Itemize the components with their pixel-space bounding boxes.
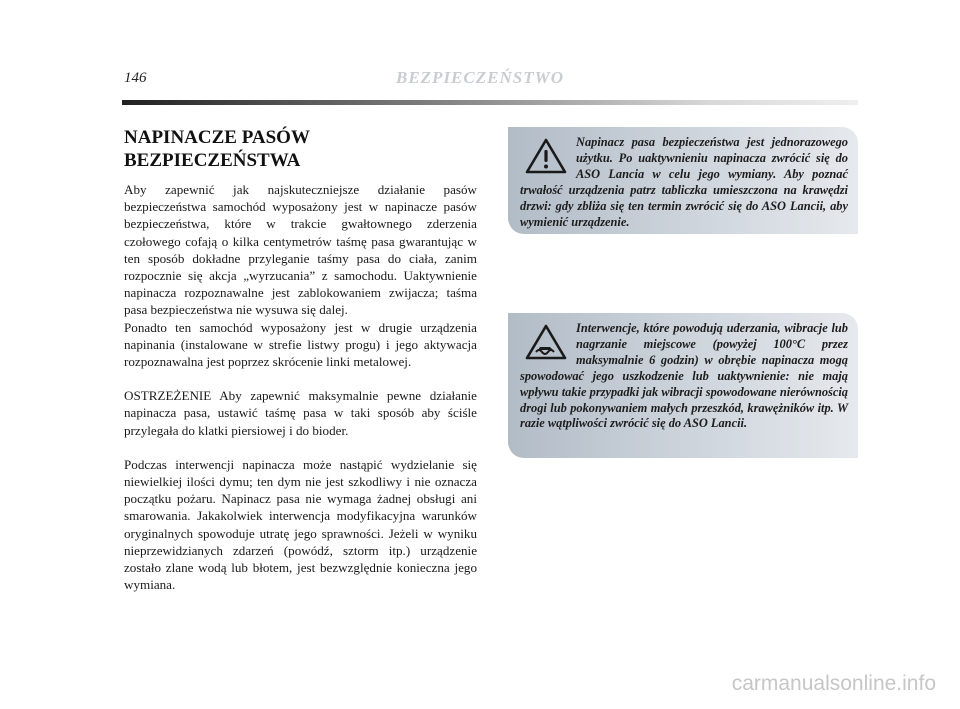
- main-column: [124, 126, 477, 610]
- warning-triangle-icon: [524, 137, 568, 175]
- watermark: carmanualsonline.info: [731, 672, 936, 695]
- warning-text-1: Napinacz pasa bezpieczeństwa jest jednorazowego użytku. Po uaktywnieniu napinacza zwrócić się do ASO Lancia w celu jego wymiany. Aby poznać trwałość urządzenia patrz tabliczka umieszczona na krawędzi drzwi: gdy zbliża się ten termin zwrócić się do ASO Lancii, aby wymienić urządzenie.: [520, 135, 848, 229]
- paragraph-2: Ponadto ten samochód wyposażony jest w drugie urządzenia napinania (instalowane w strefie listwy progu) i jego aktywacja rozpoznawalna jest poprzez skrócenie linki metalowej.: [124, 319, 477, 370]
- warning-box-2: [508, 313, 858, 458]
- paragraph-warning: OSTRZEŻENIE Aby zapewnić maksymalnie pewne działanie napinacza pasa, ustawić taśmę pasa w taki sposób aby ściśle przylegała do klatki piersiowej i do bioder.: [124, 388, 477, 438]
- warning-text-2: Interwencje, które powodują uderzania, wibracje lub nagrzanie miejscowe (powyżej 100°C przez maksymalnie 6 godzin) w obrębie napinacza mogą spowodować jego uszkodzenie lub uaktywnienie: nie mają wpływu takie przypadki jak wibracji spowodowane nierównością drogi lub pokonywaniem małych przeszkód, krawężników itp. W razie wątpliwości zwrócić się do ASO Lancii.: [520, 321, 848, 431]
- page-number: 146: [124, 70, 147, 86]
- section-title: BEZPIECZEŃSTWO: [396, 68, 564, 87]
- rough-road-warning-icon: [524, 323, 568, 361]
- page-heading: [124, 126, 477, 172]
- paragraph-1: Aby zapewnić jak najskuteczniejsze działanie pasów bezpieczeństwa samochód wyposażony jest w napinacze pasów bezpieczeństwa, które w trakcie gwałtownego zderzenia czołowego cofają o kilka centymetrów taśmę pasa gwarantując w ten sposób dokładne przyleganie taśmy pasa do ciała, zanim rozpocznie się akcja „wyrzucania” z samochodu. Uaktywnienie napinacza rozpoznawalne jest zablokowaniem zwijacza; taśma pasa bezpieczeństwa nie wysuwa się dalej.: [124, 182, 477, 318]
- heading-line-1: NAPINACZE PASÓW: [124, 127, 310, 148]
- heading-line-2: BEZPIECZEŃSTWA: [124, 150, 301, 171]
- warning-box-1: [508, 127, 858, 234]
- header-divider: [122, 100, 858, 105]
- paragraph-4: Podczas interwencji napinacza może nastąpić wydzielanie się niewielkiej ilości dymu; ten dym nie jest szkodliwy i nie oznacza początku pożaru. Napinacz pasa nie wymaga żadnej obsługi ani smarowania. Jakakolwiek interwencja modyfikacyjna warunków oryginalnych spowoduje utratę jego sprawności. Jeżeli w wyniku nieprzewidzianych zdarzeń (powódź, sztorm itp.) urządzenie zostało zlane wodą lub błotem, jest bezwzględnie konieczna jego wymiana.: [124, 456, 477, 593]
